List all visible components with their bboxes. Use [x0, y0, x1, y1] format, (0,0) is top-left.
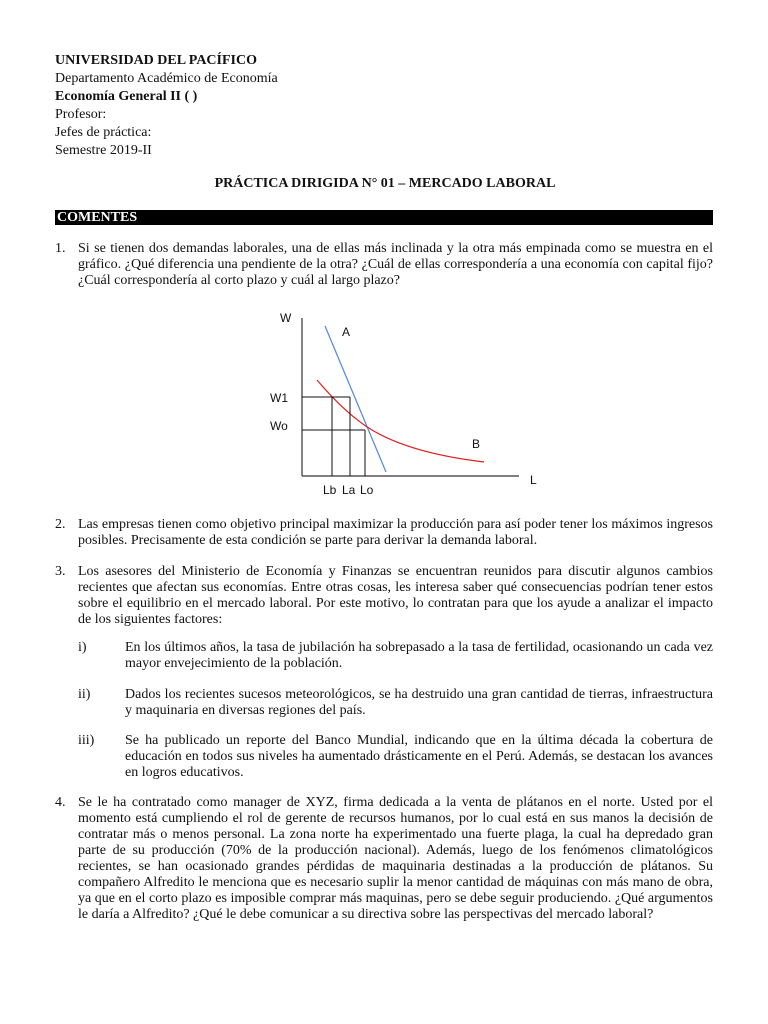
question-number: 1.: [55, 241, 66, 256]
w1-label: W1: [270, 391, 288, 405]
lb-label: Lb: [323, 483, 337, 497]
subitem-number: i): [78, 640, 87, 655]
subitem-i: [78, 640, 713, 672]
question-4: [55, 795, 713, 923]
question-3: [55, 564, 713, 628]
question-text: Si se tienen dos demandas laborales, una de ellas más inclinada y la otra más empinada como se muestra en el gráfico. ¿Qué diferencia una pendiente de la otra? ¿Cuál de ellas correspondería a una economía con capital fijo? ¿Cuál correspondería al corto plazo y cuál al largo plazo?: [78, 241, 713, 288]
subitem-iii: [78, 733, 713, 781]
demand-curve-b: [317, 380, 484, 462]
document-header: [55, 52, 715, 160]
lo-label: Lo: [360, 483, 374, 497]
subitem-number: iii): [78, 733, 95, 748]
question-text: Las empresas tienen como objetivo principal maximizar la producción para así poder tener los máximos ingresos posibles. Precisamente de esta condición se parte para derivar la demanda laboral.: [78, 517, 713, 548]
labor-demand-figure: [262, 300, 552, 510]
subitem-number: ii): [78, 687, 91, 702]
question-number: 4.: [55, 795, 66, 810]
subitem-text: Dados los recientes sucesos meteorológicos, se ha destruido una gran cantidad de tierras, infraestructura y maquinaria en diversas regiones del país.: [125, 687, 713, 718]
question-number: 3.: [55, 564, 66, 579]
question-1: [55, 241, 713, 289]
semester-line: Semestre 2019-II: [55, 143, 152, 158]
subitem-ii: [78, 687, 713, 719]
question-number: 2.: [55, 517, 66, 532]
question-text: Los asesores del Ministerio de Economía y Finanzas se encuentran reunidos para discutir algunos cambios recientes que afectan sus economías. Entre otras cosas, les interesa saber qué consecuencias podrían tener estos sobre el equilibrio en el mercado laboral. Por este motivo, lo contratan para que los ayude a analizar el impacto de los siguientes factores:: [78, 564, 713, 627]
assistants-line: Jefes de práctica:: [55, 125, 152, 140]
curve-b-label: B: [472, 437, 481, 451]
subitem-text: En los últimos años, la tasa de jubilación ha sobrepasado a la tasa de fertilidad, ocasionando un cada vez mayor envejecimiento de la población.: [125, 640, 713, 671]
curve-a-label: A: [342, 325, 351, 339]
x-axis-label: L: [530, 473, 537, 487]
w0-label: Wo: [270, 419, 288, 433]
professor-line: Profesor:: [55, 107, 107, 122]
course-name: Economía General II ( ): [55, 89, 198, 104]
subitem-text: Se ha publicado un reporte del Banco Mundial, indicando que en la última década la cobertura de educación en todos sus niveles ha aumentado drásticamente en el Perú. Además, se destacan los avances en logros educativos.: [125, 733, 713, 780]
question-text: Se le ha contratado como manager de XYZ, firma dedicada a la venta de plátanos en el norte. Usted por el momento está cumpliendo el rol de gerente de recursos humanos, por lo cual está en sus manos la decisión de contratar más o menos personal. La zona norte ha experimentado una fuerte plaga, la cual ha depredado gran parte de su producción (70% de la producción nacional). Además, luego de los fenómenos climatológicos recientes, se han ocasionado grandes pérdidas de maquinaria destinadas a la producción de plátanos. Su compañero Alfredito le menciona que es necesario suplir la menor cantidad de máquinas con más mano de obra, ya que en el corto plazo es imposible comprar más maquinas, pero se debe seguir produciendo. ¿Qué argumentos le daría a Alfredito? ¿Qué le debe comunicar a su directiva sobre las perspectivas del mercado laboral?: [78, 795, 713, 922]
question-2: [55, 517, 713, 549]
la-label: La: [342, 483, 356, 497]
section-bar: COMENTES: [55, 210, 713, 225]
department-name: Departamento Académico de Economía: [55, 71, 278, 86]
university-name: UNIVERSIDAD DEL PACÍFICO: [55, 53, 257, 68]
y-axis-label: W: [280, 311, 292, 325]
practice-title: PRÁCTICA DIRIGIDA N° 01 – MERCADO LABORAL: [214, 176, 556, 191]
